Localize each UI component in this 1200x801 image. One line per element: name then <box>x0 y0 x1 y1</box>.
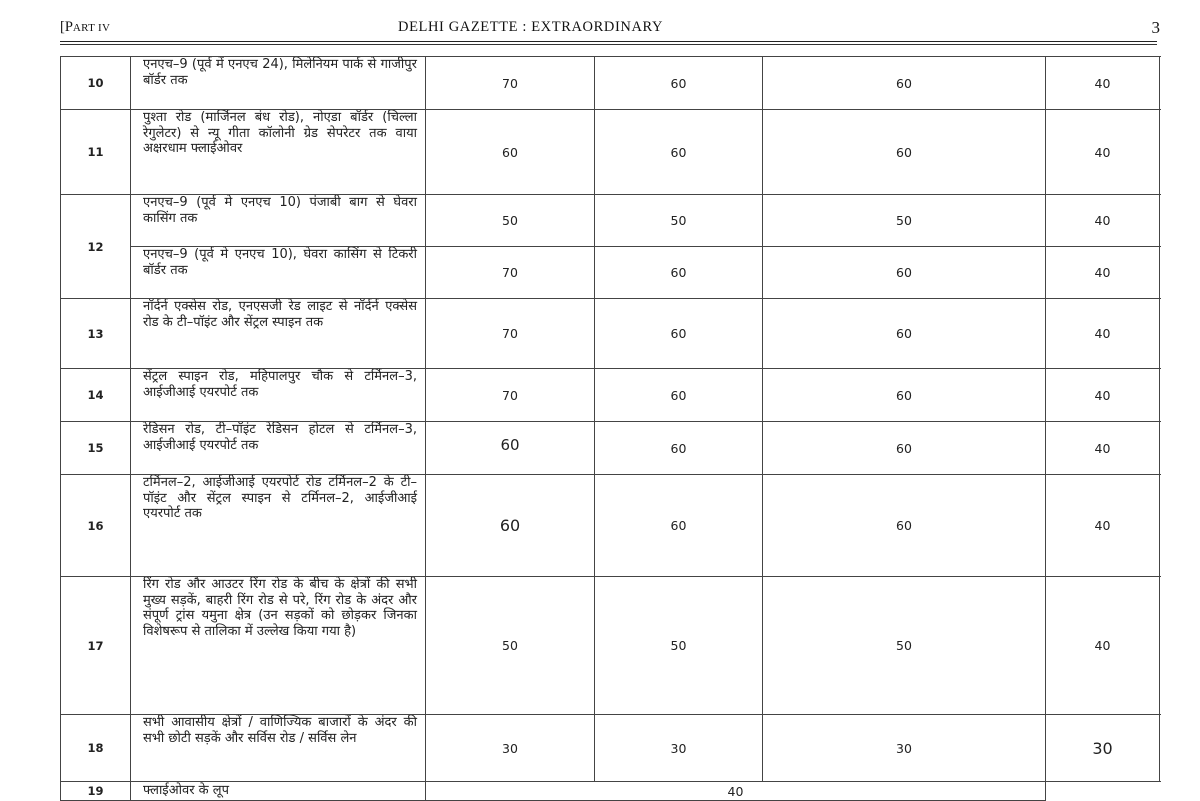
limit-col-2: 50 <box>595 195 763 247</box>
limit-col-4: 40 <box>1046 299 1160 369</box>
table-row <box>61 299 1160 369</box>
limit-col-3: 60 <box>763 475 1046 577</box>
header-rule-thick <box>60 41 1157 42</box>
limit-col-2: 60 <box>595 369 763 422</box>
road-description: एनएच–9 (पूर्व में एनएच 24), मिलेनियम पार्क से गाजीपुर बॉर्डर तक <box>131 57 426 110</box>
limit-col-2: 60 <box>595 247 763 299</box>
table-row <box>61 715 1160 782</box>
table-row <box>61 782 1160 801</box>
limit-col-2: 60 <box>595 57 763 110</box>
limit-col-4: 40 <box>1046 369 1160 422</box>
road-description: पुश्ता रोड (मार्जिनल बंध रोड), नोएडा बॉर्डर (चिल्ला रेगुलेटर) से न्यू गीता कॉलोनी ग्रेड सेपरेटर तक वाया अक्षरधाम फ्लाईओवर <box>131 110 426 195</box>
limit-col-1: 60 <box>426 475 595 577</box>
row-number: 14 <box>61 369 131 422</box>
limit-col-2: 60 <box>595 475 763 577</box>
limit-col-3: 50 <box>763 195 1046 247</box>
header-rule-thin <box>60 44 1157 45</box>
road-description: सेंट्रल स्पाइन रोड, महिपालपुर चौक से टर्मिनल–3, आईजीआई एयरपोर्ट तक <box>131 369 426 422</box>
limit-col-4: 40 <box>1046 422 1160 475</box>
row-number: 17 <box>61 577 131 715</box>
limit-col-2: 30 <box>595 715 763 782</box>
table-row <box>61 247 1160 299</box>
limit-col-1: 30 <box>426 715 595 782</box>
limit-col-1: 70 <box>426 299 595 369</box>
road-description: रेडिसन रोड, टी–पॉइंट रेडिसन होटल से टर्मिनल–3, आईजीआई एयरपोर्ट तक <box>131 422 426 475</box>
row-number: 13 <box>61 299 131 369</box>
limit-col-2: 50 <box>595 577 763 715</box>
road-description: टर्मिनल–2, आईजीआई एयरपोर्ट रोड टर्मिनल–2 के टी–पॉइंट और सेंट्रल स्पाइन से टर्मिनल–2, आईजीआई एयरपोर्ट तक <box>131 475 426 577</box>
part-bracket: [P <box>60 19 73 35</box>
row-number: 11 <box>61 110 131 195</box>
table-row <box>61 110 1160 195</box>
table-row <box>61 577 1160 715</box>
table-row <box>61 475 1160 577</box>
speed-limit-table <box>60 56 1160 801</box>
limit-col-3: 50 <box>763 577 1046 715</box>
row-number: 18 <box>61 715 131 782</box>
road-description: सभी आवासीय क्षेत्रों / वाणिज्यिक बाजारों के अंदर की सभी छोटी सड़कें और सर्विस रोड / सर्विस लेन <box>131 715 426 782</box>
limit-col-1: 50 <box>426 577 595 715</box>
limit-col-2: 60 <box>595 422 763 475</box>
row-number: 12 <box>61 195 131 299</box>
road-description: एनएच–9 (पूर्व मे एनएच 10) पंजाबी बाग से घेवरा कासिंग तक <box>131 195 426 247</box>
limit-col-4: 40 <box>1046 577 1160 715</box>
limit-col-4: 40 <box>1046 247 1160 299</box>
limit-col-3: 60 <box>763 369 1046 422</box>
limit-col-4: 40 <box>1046 57 1160 110</box>
limit-col-1: 70 <box>426 247 595 299</box>
part-small-caps: ART IV <box>72 22 111 34</box>
limit-col-4: 40 <box>1046 110 1160 195</box>
merged-limit: 40 <box>426 782 1046 801</box>
limit-col-4: 40 <box>1046 195 1160 247</box>
table-row <box>61 422 1160 475</box>
table-row <box>61 57 1160 110</box>
table-row <box>61 369 1160 422</box>
limit-col-1: 60 <box>426 110 595 195</box>
row-number: 16 <box>61 475 131 577</box>
road-description: रिंग रोड और आउटर रिंग रोड के बीच के क्षेत्रों की सभी मुख्य सड़कें, बाहरी रिंग रोड से परे, रिंग रोड के अंदर और संपूर्ण ट्रांस यमुना क्षेत्र (उन सड़कों को छोड़कर जिनका विशेषरूप से तालिका में उल्लेख किया गया है) <box>131 577 426 715</box>
gazette-header <box>60 19 1160 43</box>
gazette-title: DELHI GAZETTE : EXTRAORDINARY <box>398 19 664 35</box>
limit-col-3: 60 <box>763 57 1046 110</box>
row-number: 19 <box>61 782 131 801</box>
empty-cell <box>1046 782 1160 801</box>
page-number: 3 <box>1151 18 1160 37</box>
limit-col-3: 30 <box>763 715 1046 782</box>
table-row <box>61 195 1160 247</box>
road-description: फ्लाईओवर के लूप <box>131 782 426 801</box>
limit-col-1: 50 <box>426 195 595 247</box>
limit-col-2: 60 <box>595 110 763 195</box>
part-label <box>60 19 110 36</box>
limit-col-2: 60 <box>595 299 763 369</box>
limit-col-1: 70 <box>426 369 595 422</box>
row-number: 15 <box>61 422 131 475</box>
limit-col-3: 60 <box>763 422 1046 475</box>
limit-col-3: 60 <box>763 110 1046 195</box>
row-number: 10 <box>61 57 131 110</box>
limit-col-1: 60 <box>426 422 595 475</box>
road-description: एनएच–9 (पूर्व मे एनएच 10), घेवरा कासिंग से टिकरी बॉर्डर तक <box>131 247 426 299</box>
limit-col-3: 60 <box>763 247 1046 299</box>
limit-col-4: 40 <box>1046 475 1160 577</box>
road-description: नॉर्दर्न एक्सेस रोड, एनएसजी रेड लाइट से नॉर्दर्न एक्सेस रोड के टी–पॉइंट और सेंट्रल स्पाइन तक <box>131 299 426 369</box>
limit-col-1: 70 <box>426 57 595 110</box>
limit-col-4: 30 <box>1046 715 1160 782</box>
limit-col-3: 60 <box>763 299 1046 369</box>
